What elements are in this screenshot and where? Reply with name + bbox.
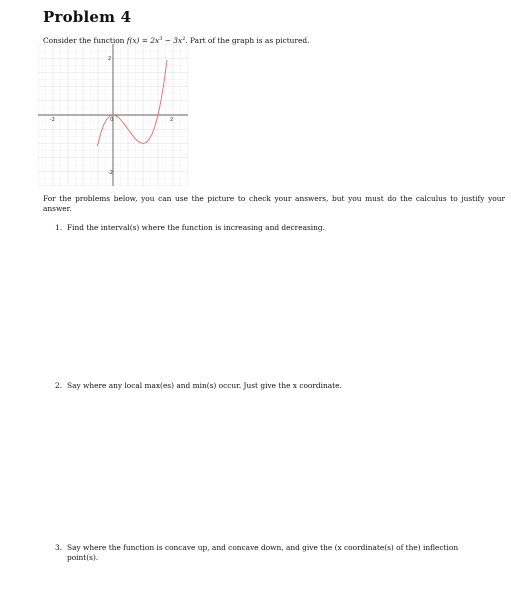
question-number: 1. (55, 223, 63, 232)
instructions-paragraph: For the problems below, you can use the picture to check your answers, but you must do the calculus to justify your answer. (43, 194, 505, 213)
exponent-3: 3 (159, 36, 163, 42)
x-tick-label: -2 (50, 117, 55, 123)
intro-prefix: Consider the function (43, 36, 127, 45)
y-tick-label: -2 (108, 169, 113, 176)
problem-title: Problem 4 (43, 8, 132, 26)
function-graph (38, 44, 188, 186)
graph-tick-labels (50, 56, 173, 176)
function-minus-term: − 3x (162, 36, 183, 45)
y-tick-label: 2 (108, 56, 112, 63)
question-1 (55, 223, 505, 233)
question-3 (55, 543, 505, 563)
x-tick-label: 2 (170, 117, 174, 123)
intro-suffix: . Part of the graph is as pictured. (185, 36, 310, 45)
x-tick-label: 0 (110, 117, 114, 123)
question-text: Say where the function is concave up, and concave down, and give the (x coordinate(s) of the) inflection (67, 543, 459, 552)
question-number: 3. (55, 543, 63, 552)
question-text-continuation: point(s). (67, 553, 99, 562)
question-text: Find the interval(s) where the function is increasing and decreasing. (67, 223, 325, 232)
function-curve (97, 60, 167, 146)
exponent-2: 2 (182, 36, 186, 42)
question-2 (55, 381, 505, 391)
question-number: 2. (55, 381, 63, 390)
function-lhs: f(x) = 2x (126, 36, 160, 45)
question-text: Say where any local max(es) and min(s) occur. Just give the x coordinate. (67, 381, 342, 390)
